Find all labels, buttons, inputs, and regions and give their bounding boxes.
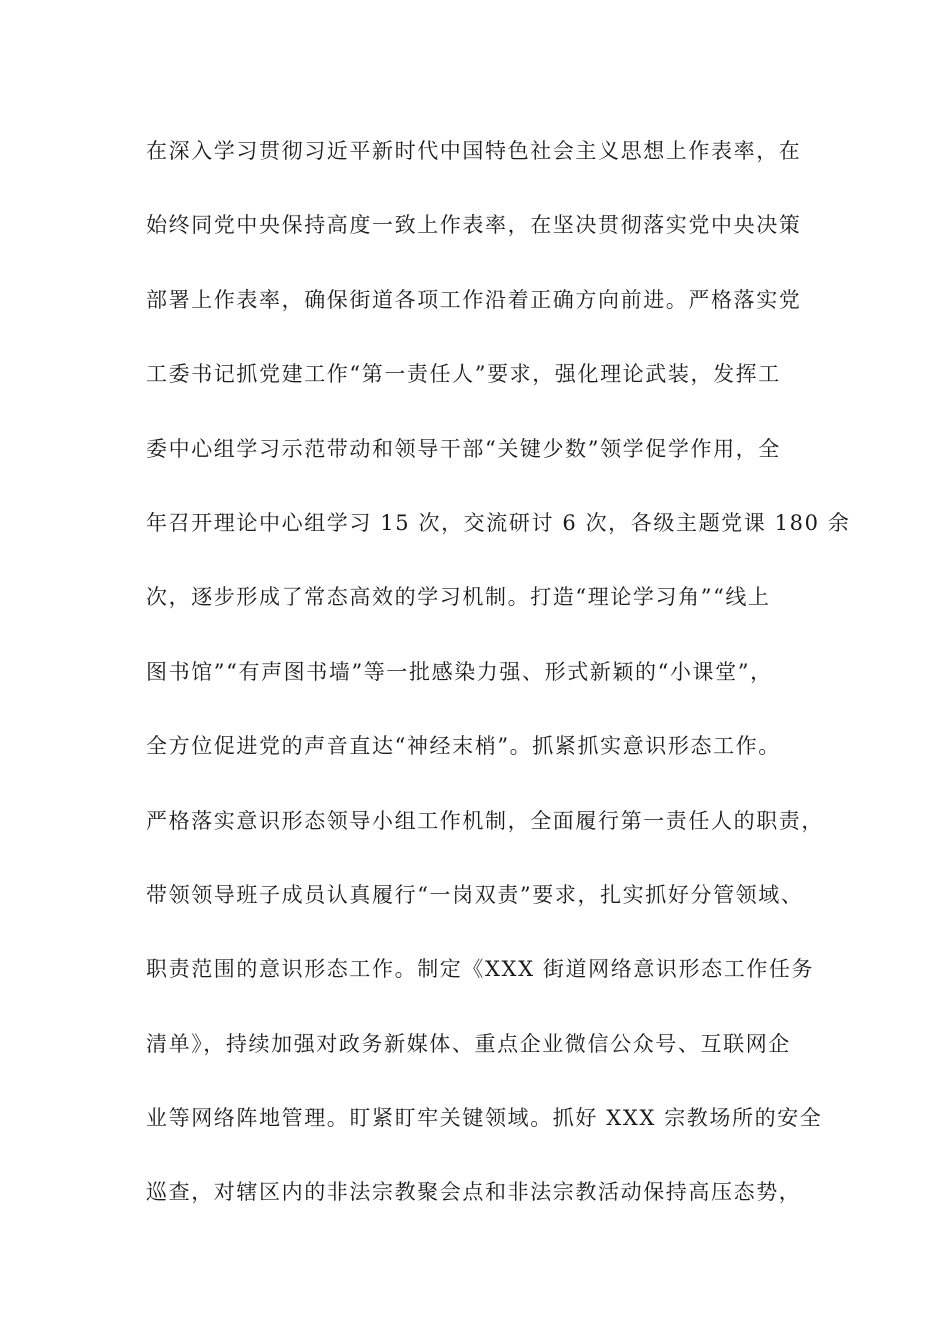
body-text bbox=[146, 128, 851, 1244]
text-line: 全方位促进党的声音直达“神经末梢”。抓紧抓实意识形态工作。 bbox=[146, 734, 781, 759]
text-line: 在深入学习贯彻习近平新时代中国特色社会主义思想上作表率，在 bbox=[146, 139, 802, 163]
text-line: 清单》，持续加强对政务新媒体、重点企业微信公众号、互联网企 bbox=[146, 1031, 791, 1056]
text-line: 严格落实意识形态领导小组工作机制，全面履行第一责任人的职责， bbox=[146, 808, 824, 833]
text-line: 职责范围的意识形态工作。制定《XXX 街道网络意识形态工作任务 bbox=[146, 957, 815, 982]
text-line: 带领领导班子成员认真履行“一岗双责”要求，扎实抓好分管领域、 bbox=[146, 882, 804, 907]
text-line: 始终同党中央保持高度一致上作表率，在坚决贯彻落实党中央决策 bbox=[146, 213, 802, 238]
text-line: 巡查，对辖区内的非法宗教聚会点和非法宗教活动保持高压态势， bbox=[146, 1180, 802, 1205]
text-line: 部署上作表率，确保街道各项工作沿着正确方向前进。严格落实党 bbox=[146, 287, 802, 312]
text-line: 次，逐步形成了常态高效的学习机制。打造“理论学习角”“线上 bbox=[146, 585, 771, 610]
text-line: 工委书记抓党建工作“第一责任人”要求，强化理论武装，发挥工 bbox=[146, 362, 781, 387]
text-line: 图书馆”“有声图书墙”等一批感染力强、形式新颖的“小课堂”， bbox=[146, 659, 773, 684]
text-line: 年召开理论中心组学习 15 次，交流研讨 6 次，各级主题党课 180 余 bbox=[146, 510, 851, 535]
text-line: 委中心组学习示范带动和领导干部“关键少数”领学促学作用，全 bbox=[146, 436, 781, 461]
text-line: 业等网络阵地管理。盯紧盯牢关键领域。抓好 XXX 宗教场所的安全 bbox=[146, 1106, 823, 1131]
